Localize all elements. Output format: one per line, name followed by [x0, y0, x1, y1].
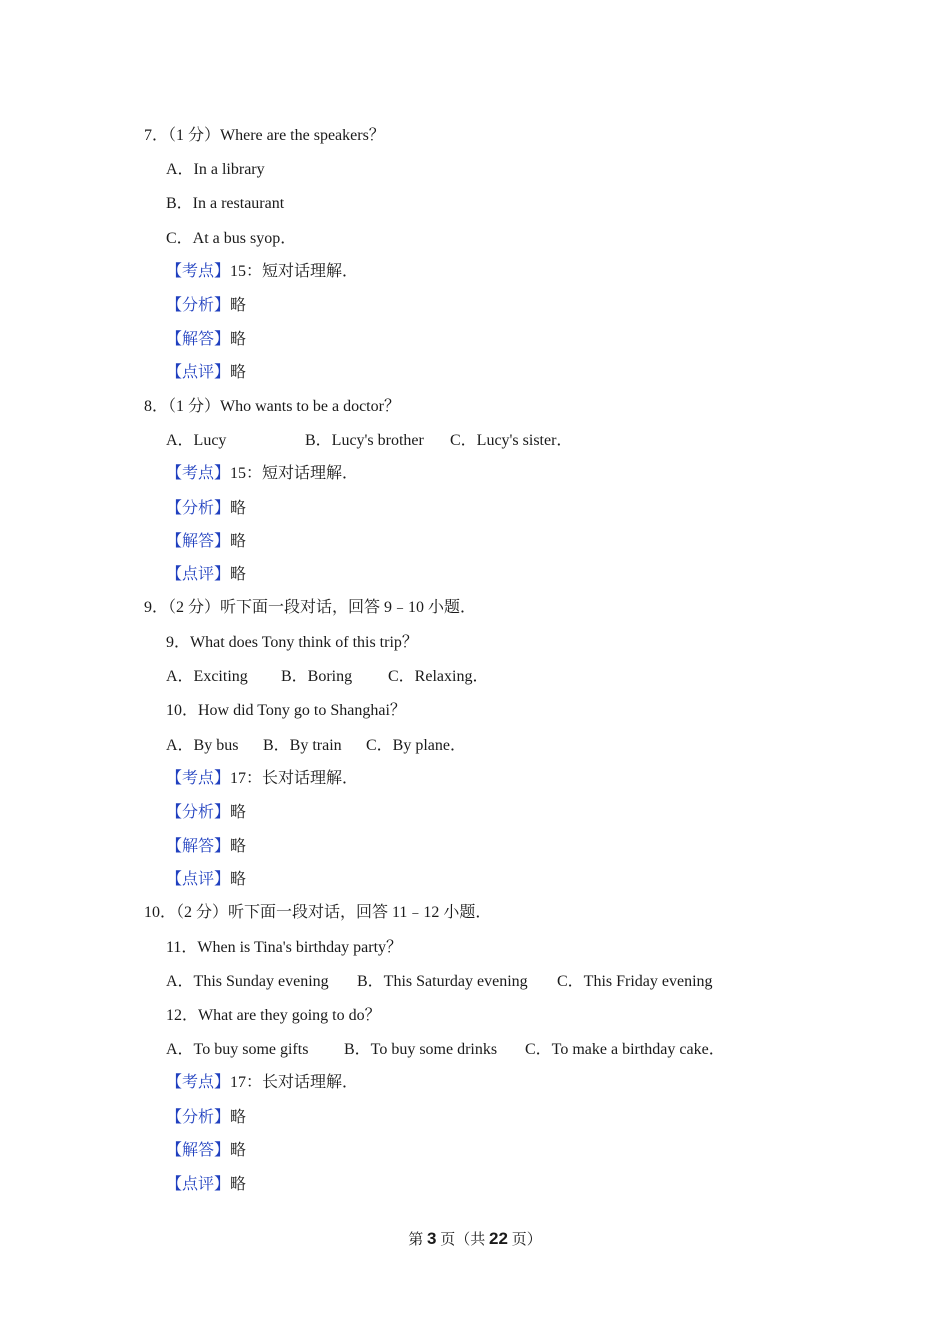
question-8-dianping [166, 565, 246, 585]
footer-prefix: 第 [408, 1232, 428, 1248]
question-10-sub-1: 11．When is Tina's birthday party？ [166, 939, 403, 956]
question-8-kaodian [166, 464, 358, 484]
question-7-dianping [166, 363, 246, 383]
question-8-option-c: C．Lucy's sister． [450, 432, 573, 449]
kaodian-text: 17：长对话理解． [230, 1074, 359, 1091]
question-9-stem: 9．（2 分）听下面一段对话，回答 9﹣10 小题． [144, 599, 477, 616]
question-9-dianping [166, 870, 246, 890]
dianping-tag: 【点评】 [166, 566, 231, 583]
question-9-fenxi [166, 803, 246, 823]
fenxi-text: 略 [230, 1109, 247, 1126]
sub-1-option-a: A．This Sunday evening [166, 973, 329, 990]
jieda-text: 略 [230, 331, 247, 348]
question-9-sub-2: 10．How did Tony go to Shanghai？ [166, 702, 406, 719]
kaodian-text: 17：长对话理解． [230, 770, 359, 787]
question-8-jieda [166, 532, 246, 552]
kaodian-text: 15：短对话理解． [230, 263, 359, 280]
jieda-tag: 【解答】 [166, 331, 231, 348]
kaodian-text: 15：短对话理解． [230, 465, 359, 482]
question-10-dianping [166, 1175, 246, 1195]
fenxi-text: 略 [230, 297, 247, 314]
question-10-sub-2-options [166, 1040, 725, 1060]
question-9-sub-2-options [166, 736, 466, 756]
sub-1-option-c: C．This Friday evening [557, 973, 713, 990]
question-10-stem: 10．（2 分）听下面一段对话，回答 11﹣12 小题． [144, 904, 492, 921]
footer-page-number: 3 [427, 1229, 437, 1248]
jieda-tag: 【解答】 [166, 838, 231, 855]
question-8-fenxi [166, 499, 246, 519]
sub-2-option-b: B．To buy some drinks [344, 1041, 498, 1058]
dianping-text: 略 [230, 364, 247, 381]
question-10-jieda [166, 1141, 246, 1161]
fenxi-tag: 【分析】 [166, 1109, 231, 1126]
fenxi-tag: 【分析】 [166, 297, 231, 314]
question-7-option-a: A．In a library [166, 161, 265, 178]
sub-2-option-a: A．To buy some gifts [166, 1041, 309, 1058]
question-9-sub-1-options [166, 667, 488, 687]
question-9-sub-1: 9．What does Tony think of this trip？ [166, 634, 418, 651]
fenxi-text: 略 [230, 500, 247, 517]
kaodian-tag: 【考点】 [166, 1074, 231, 1091]
sub-1-option-b: B．Boring [281, 668, 353, 685]
dianping-tag: 【点评】 [166, 1176, 231, 1193]
kaodian-tag: 【考点】 [166, 263, 231, 280]
jieda-text: 略 [230, 838, 247, 855]
question-9-jieda [166, 837, 246, 857]
dianping-text: 略 [230, 1176, 247, 1193]
question-10-kaodian [166, 1073, 358, 1093]
sub-2-option-b: B．By train [263, 737, 342, 754]
page-footer [0, 1229, 950, 1250]
kaodian-tag: 【考点】 [166, 770, 231, 787]
question-7-fenxi [166, 296, 246, 316]
footer-total-pages: 22 [489, 1229, 508, 1248]
fenxi-tag: 【分析】 [166, 500, 231, 517]
question-8-stem: 8．（1 分）Who wants to be a doctor？ [144, 398, 400, 415]
fenxi-tag: 【分析】 [166, 804, 231, 821]
dianping-tag: 【点评】 [166, 364, 231, 381]
question-8-option-a: A．Lucy [166, 432, 227, 449]
question-9-kaodian [166, 769, 358, 789]
sub-1-option-a: A．Exciting [166, 668, 248, 685]
sub-2-option-c: C．To make a birthday cake． [525, 1041, 725, 1058]
footer-middle: 页（共 [436, 1232, 490, 1248]
question-10-sub-1-options [166, 972, 713, 992]
sub-2-option-c: C．By plane． [366, 737, 466, 754]
dianping-tag: 【点评】 [166, 871, 231, 888]
question-7-stem: 7．（1 分）Where are the speakers？ [144, 127, 385, 144]
question-7-option-c: C．At a bus syop． [166, 230, 297, 247]
sub-2-option-a: A．By bus [166, 737, 239, 754]
sub-1-option-c: C．Relaxing． [388, 668, 489, 685]
jieda-text: 略 [230, 1142, 247, 1159]
question-10-sub-2: 12．What are they going to do？ [166, 1007, 381, 1024]
footer-suffix: 页） [507, 1232, 542, 1248]
fenxi-text: 略 [230, 804, 247, 821]
question-7-option-b: B．In a restaurant [166, 195, 285, 212]
dianping-text: 略 [230, 871, 247, 888]
question-7-kaodian [166, 262, 358, 282]
jieda-tag: 【解答】 [166, 1142, 231, 1159]
question-8-option-b: B．Lucy's brother [305, 432, 424, 449]
question-7-jieda [166, 330, 246, 350]
sub-1-option-b: B．This Saturday evening [357, 973, 528, 990]
jieda-tag: 【解答】 [166, 533, 231, 550]
dianping-text: 略 [230, 566, 247, 583]
question-8-options [166, 431, 572, 451]
question-10-fenxi [166, 1108, 246, 1128]
jieda-text: 略 [230, 533, 247, 550]
kaodian-tag: 【考点】 [166, 465, 231, 482]
